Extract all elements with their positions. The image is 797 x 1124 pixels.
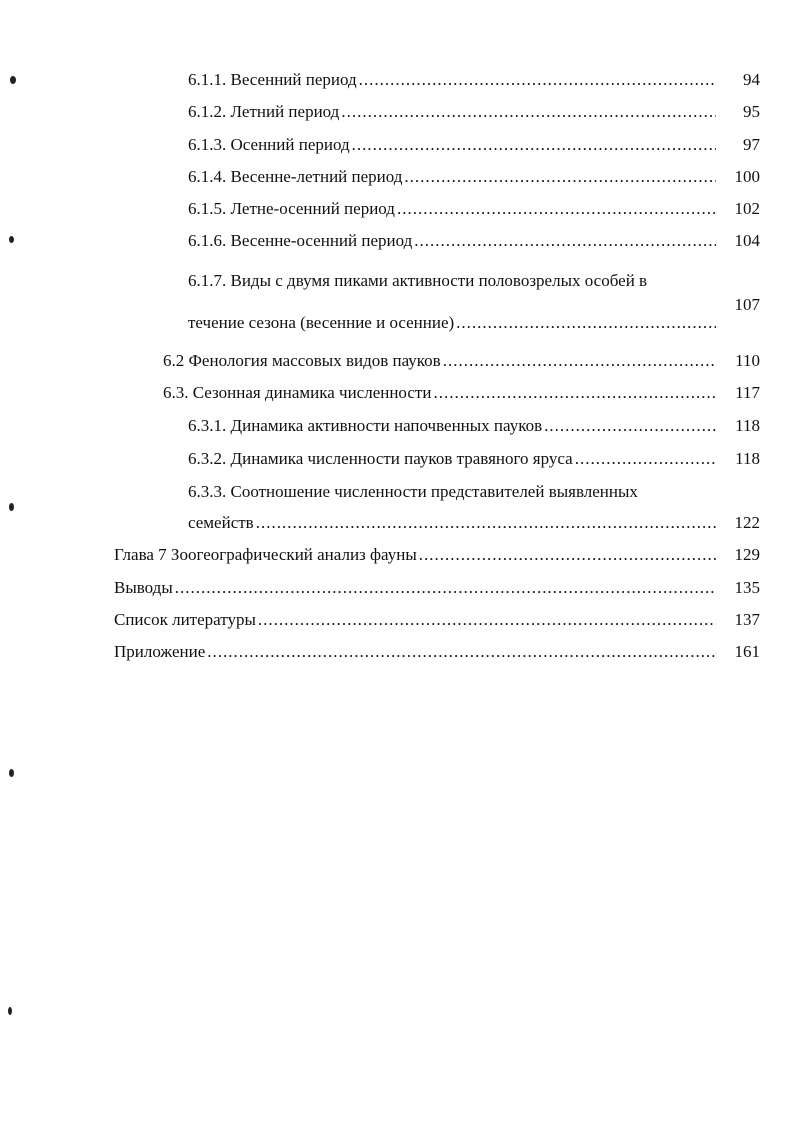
- toc-entry: [188, 513, 718, 533]
- toc-entry-title: 6.1.4. Весенне-летний период: [188, 167, 403, 186]
- scan-mark: [9, 236, 14, 243]
- dot-leader: [359, 70, 716, 90]
- dot-leader: [341, 102, 716, 122]
- toc-entry: [188, 70, 718, 90]
- toc-entry-title: 6.1.1. Весенний период: [188, 70, 357, 89]
- dot-leader: [443, 351, 716, 371]
- toc-entry-title: 6.1.3. Осенний период: [188, 135, 350, 154]
- toc-entry-title: Глава 7 Зоогеографический анализ фауны: [114, 545, 417, 564]
- toc-page-number: 94: [743, 70, 760, 89]
- toc-entry-title-line2: семейств: [188, 513, 254, 532]
- toc-entry: [163, 383, 718, 403]
- toc-entry: [114, 578, 718, 598]
- dot-leader: [433, 383, 716, 403]
- scan-mark: [10, 76, 16, 84]
- toc-page-number: 161: [734, 642, 760, 661]
- toc-entry-title: Выводы: [114, 578, 173, 597]
- dot-leader: [404, 167, 716, 187]
- toc-entry: [114, 610, 718, 630]
- toc-page-number: 118: [735, 449, 760, 468]
- toc-entry-title: 6.2 Фенология массовых видов пауков: [163, 351, 441, 370]
- toc-page-number: 107: [734, 295, 760, 314]
- dot-leader: [397, 199, 716, 219]
- toc-entry: [188, 135, 718, 155]
- toc-entry: [163, 351, 718, 371]
- toc-entry-title-line1: 6.1.7. Виды с двумя пиками активности половозрелых особей в: [188, 271, 648, 290]
- toc-page-number: 117: [735, 383, 760, 402]
- toc-page-number: 95: [743, 102, 760, 121]
- toc-entry-title: 6.1.6. Весенне-осенний период: [188, 231, 413, 250]
- toc-page-number: 129: [734, 545, 760, 564]
- toc-entry-title: 6.3.1. Динамика активности напочвенных пауков: [188, 416, 543, 435]
- toc-entry: [188, 102, 718, 122]
- dot-leader: [414, 231, 716, 251]
- scan-mark: [9, 503, 14, 511]
- toc-entry-title: 6.1.2. Летний период: [188, 102, 340, 121]
- toc-entry: [114, 642, 718, 662]
- toc-entry: [188, 313, 718, 333]
- toc-entry: [188, 231, 718, 251]
- toc-entry-title: 6.3. Сезонная динамика численности: [163, 383, 432, 402]
- toc-entry-title: 6.3.2. Динамика численности пауков травяного яруса: [188, 449, 573, 468]
- toc-page-number: 118: [735, 416, 760, 435]
- dot-leader: [544, 416, 716, 436]
- dot-leader: [575, 449, 716, 469]
- toc-page-number: 102: [734, 199, 760, 218]
- toc-entry: [188, 199, 718, 219]
- toc-page-number: 97: [743, 135, 760, 154]
- dot-leader: [207, 642, 716, 662]
- toc-page-number: 110: [735, 351, 760, 370]
- toc-entry: [188, 449, 718, 469]
- toc-entry-title-line2: течение сезона (весенние и осенние): [188, 313, 455, 332]
- dot-leader: [456, 313, 716, 333]
- scan-mark: [9, 769, 14, 777]
- toc-entry-title-line1: 6.3.3. Соотношение численности представителей выявленных: [188, 482, 638, 501]
- toc-page-number: 104: [734, 231, 760, 250]
- dot-leader: [175, 578, 716, 598]
- toc-page-number: 122: [734, 513, 760, 532]
- scan-mark: [8, 1007, 12, 1015]
- dot-leader: [352, 135, 716, 155]
- toc-entry-title: Список литературы: [114, 610, 256, 629]
- dot-leader: [256, 513, 716, 533]
- toc-page-number: 137: [734, 610, 760, 629]
- toc-page-number: 100: [734, 167, 760, 186]
- toc-entry: [188, 167, 718, 187]
- dot-leader: [419, 545, 716, 565]
- toc-entry-title: 6.1.5. Летне-осенний период: [188, 199, 395, 218]
- dot-leader: [258, 610, 716, 630]
- toc-entry-title: Приложение: [114, 642, 206, 661]
- toc-entry: [188, 416, 718, 436]
- toc-page-number: 135: [734, 578, 760, 597]
- toc-entry: [114, 545, 718, 565]
